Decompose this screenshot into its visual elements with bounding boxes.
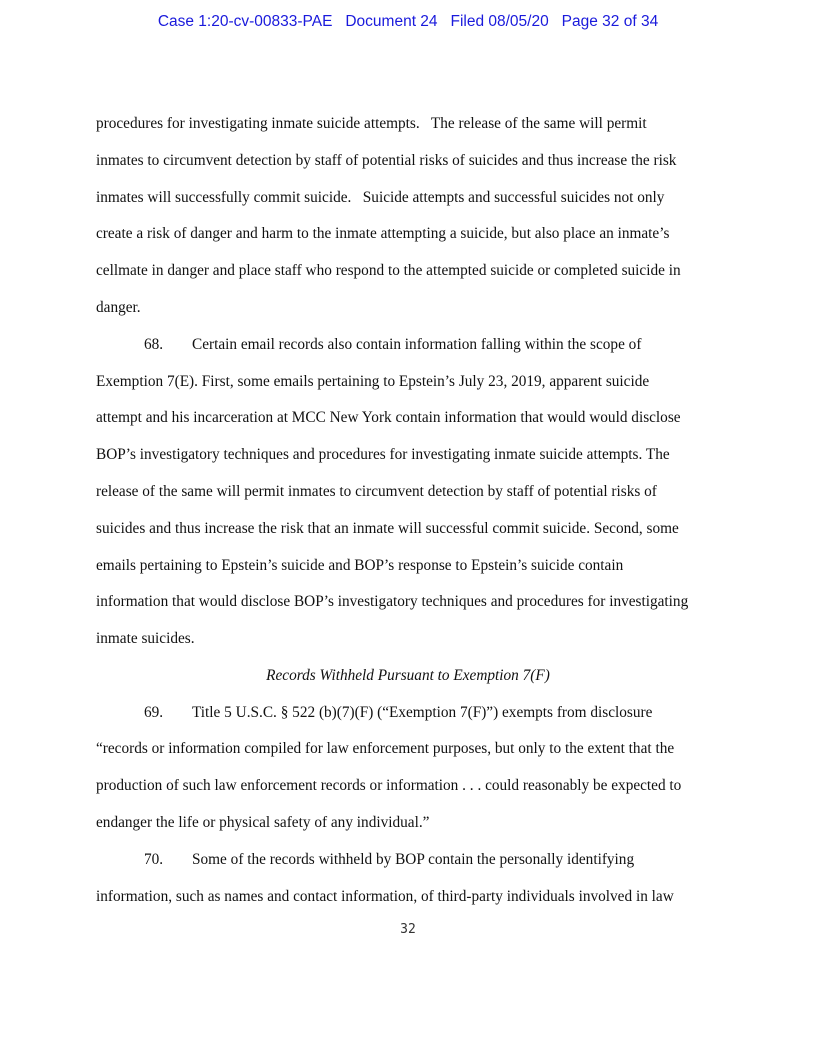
text-line: cellmate in danger and place staff who respond to the attempted suicide or completed suicide in <box>96 262 681 279</box>
text-line: Certain email records also contain information falling within the scope of <box>192 336 642 353</box>
text-line: endanger the life or physical safety of any individual.” <box>96 814 430 831</box>
text-line: attempt and his incarceration at MCC New York contain information that would would disclose <box>96 409 681 426</box>
text-line: emails pertaining to Epstein’s suicide and BOP’s response to Epstein’s suicide contain <box>96 557 624 574</box>
section-heading: Records Withheld Pursuant to Exemption 7(F) <box>266 667 550 684</box>
page-number: 32 <box>400 922 416 937</box>
text-line: “records or information compiled for law enforcement purposes, but only to the extent that the <box>96 740 675 757</box>
case-header <box>0 13 816 31</box>
text-line: information that would disclose BOP’s investigatory techniques and procedures for investigating <box>96 593 689 610</box>
text-line: danger. <box>96 299 141 316</box>
text-line: release of the same will permit inmates to circumvent detection by staff of potential risks of <box>96 483 657 500</box>
paragraph-number: 69. <box>144 704 164 721</box>
document-number: Document 24 <box>345 13 438 30</box>
text-line: Exemption 7(E). First, some emails pertaining to Epstein’s July 23, 2019, apparent suicide <box>96 373 650 390</box>
text-line: procedures for investigating inmate suicide attempts. The release of the same will permit <box>96 115 647 132</box>
page-indicator: Page 32 of 34 <box>561 13 659 30</box>
text-line: information, such as names and contact information, of third-party individuals involved in law <box>96 888 674 905</box>
text-line: inmates will successfully commit suicide. Suicide attempts and successful suicides not only <box>96 189 665 206</box>
text-line: inmates to circumvent detection by staff of potential risks of suicides and thus increase the risk <box>96 152 677 169</box>
text-line: create a risk of danger and harm to the inmate attempting a suicide, but also place an inmate’s <box>96 225 670 242</box>
case-number: Case 1:20-cv-00833-PAE <box>157 13 333 30</box>
text-line: Title 5 U.S.C. § 522 (b)(7)(F) (“Exemption 7(F)”) exempts from disclosure <box>192 704 653 721</box>
text-line: BOP’s investigatory techniques and procedures for investigating inmate suicide attempts. The <box>96 446 670 463</box>
text-line: inmate suicides. <box>96 630 195 647</box>
paragraph-number: 70. <box>144 851 164 868</box>
filed-date: Filed 08/05/20 <box>450 13 549 30</box>
paragraph-number: 68. <box>144 336 164 353</box>
text-line: suicides and thus increase the risk that an inmate will successful commit suicide. Second, some <box>96 520 679 537</box>
text-line: production of such law enforcement records or information . . . could reasonably be expected to <box>96 777 682 794</box>
text-line: Some of the records withheld by BOP contain the personally identifying <box>192 851 635 868</box>
